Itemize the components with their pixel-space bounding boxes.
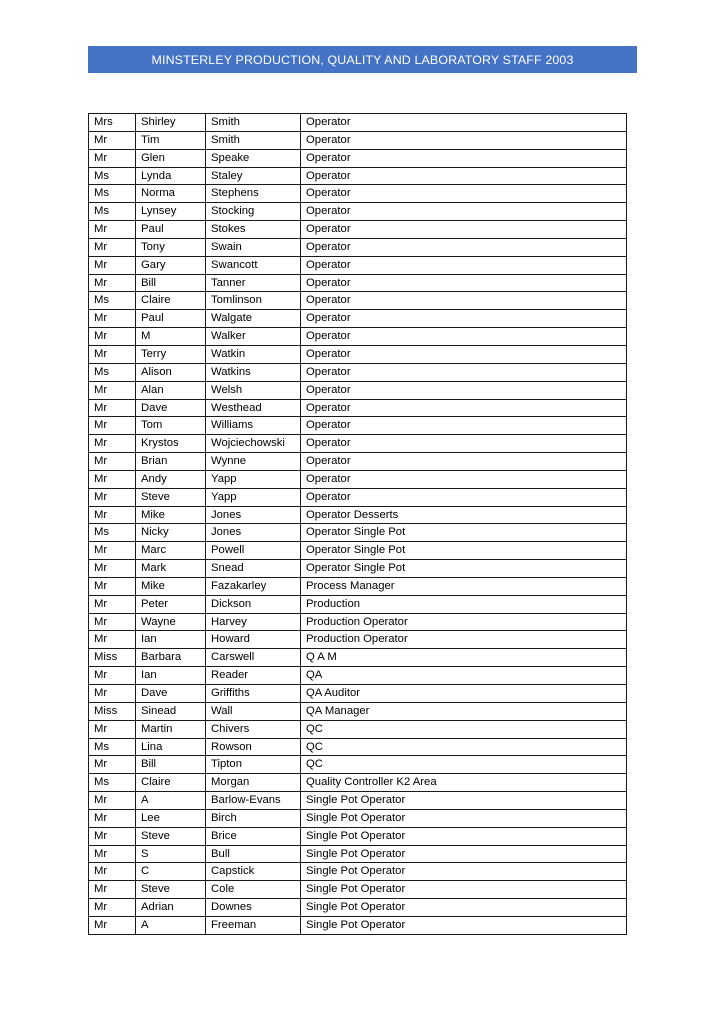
table-row (89, 560, 627, 578)
table-row (89, 238, 627, 256)
cell-role: QA Auditor (301, 685, 627, 703)
cell-title: Mr (89, 577, 136, 595)
cell-role: QC (301, 738, 627, 756)
cell-role: Operator Desserts (301, 506, 627, 524)
cell-role: Single Pot Operator (301, 827, 627, 845)
cell-last-name: Watkin (206, 345, 301, 363)
table-row (89, 881, 627, 899)
cell-first-name: Norma (136, 185, 206, 203)
cell-last-name: Tanner (206, 274, 301, 292)
cell-last-name: Yapp (206, 488, 301, 506)
cell-first-name: Brian (136, 453, 206, 471)
cell-title: Mr (89, 470, 136, 488)
cell-first-name: Andy (136, 470, 206, 488)
cell-role: Operator (301, 381, 627, 399)
table-row (89, 756, 627, 774)
cell-role: Process Manager (301, 577, 627, 595)
cell-last-name: Tomlinson (206, 292, 301, 310)
cell-last-name: Reader (206, 667, 301, 685)
cell-last-name: Cole (206, 881, 301, 899)
cell-first-name: Gary (136, 256, 206, 274)
cell-last-name: Bull (206, 845, 301, 863)
cell-first-name: Mike (136, 506, 206, 524)
cell-title: Mr (89, 131, 136, 149)
table-row (89, 488, 627, 506)
cell-role: Operator (301, 149, 627, 167)
cell-role: Operator (301, 488, 627, 506)
cell-role: Single Pot Operator (301, 809, 627, 827)
cell-role: Operator Single Pot (301, 524, 627, 542)
table-row (89, 399, 627, 417)
cell-role: Operator Single Pot (301, 542, 627, 560)
cell-role: Single Pot Operator (301, 899, 627, 917)
cell-last-name: Westhead (206, 399, 301, 417)
cell-last-name: Jones (206, 524, 301, 542)
cell-role: Operator (301, 256, 627, 274)
cell-last-name: Powell (206, 542, 301, 560)
table-row (89, 310, 627, 328)
cell-last-name: Stephens (206, 185, 301, 203)
cell-role: Operator (301, 292, 627, 310)
cell-last-name: Tipton (206, 756, 301, 774)
table-row (89, 702, 627, 720)
staff-table (88, 113, 627, 935)
table-row (89, 381, 627, 399)
cell-role: Single Pot Operator (301, 916, 627, 934)
table-row (89, 506, 627, 524)
table-row (89, 221, 627, 239)
cell-role: Operator (301, 203, 627, 221)
cell-title: Mr (89, 453, 136, 471)
cell-title: Miss (89, 649, 136, 667)
cell-last-name: Capstick (206, 863, 301, 881)
cell-first-name: Dave (136, 685, 206, 703)
cell-last-name: Welsh (206, 381, 301, 399)
cell-first-name: Tom (136, 417, 206, 435)
cell-role: Operator Single Pot (301, 560, 627, 578)
cell-title: Mr (89, 542, 136, 560)
cell-role: Q A M (301, 649, 627, 667)
cell-last-name: Stocking (206, 203, 301, 221)
table-row (89, 453, 627, 471)
cell-role: Single Pot Operator (301, 845, 627, 863)
table-row (89, 256, 627, 274)
cell-title: Mr (89, 685, 136, 703)
cell-first-name: Steve (136, 488, 206, 506)
cell-title: Mr (89, 274, 136, 292)
cell-title: Miss (89, 702, 136, 720)
cell-last-name: Swain (206, 238, 301, 256)
table-row (89, 185, 627, 203)
cell-role: Single Pot Operator (301, 792, 627, 810)
cell-last-name: Downes (206, 899, 301, 917)
cell-first-name: Alison (136, 363, 206, 381)
cell-first-name: Steve (136, 827, 206, 845)
cell-role: Operator (301, 310, 627, 328)
cell-role: QA Manager (301, 702, 627, 720)
cell-role: Operator (301, 185, 627, 203)
cell-first-name: Alan (136, 381, 206, 399)
cell-title: Mr (89, 506, 136, 524)
cell-title: Mr (89, 345, 136, 363)
cell-first-name: Ian (136, 631, 206, 649)
cell-first-name: Terry (136, 345, 206, 363)
cell-last-name: Stokes (206, 221, 301, 239)
cell-first-name: Peter (136, 595, 206, 613)
cell-role: Operator (301, 470, 627, 488)
cell-last-name: Wojciechowski (206, 435, 301, 453)
table-row (89, 845, 627, 863)
table-row (89, 613, 627, 631)
table-row (89, 435, 627, 453)
cell-role: QA (301, 667, 627, 685)
cell-role: Operator (301, 399, 627, 417)
cell-role: Quality Controller K2 Area (301, 774, 627, 792)
cell-title: Mr (89, 631, 136, 649)
cell-first-name: Lina (136, 738, 206, 756)
cell-role: Operator (301, 221, 627, 239)
cell-last-name: Yapp (206, 470, 301, 488)
cell-last-name: Smith (206, 131, 301, 149)
cell-last-name: Carswell (206, 649, 301, 667)
table-row (89, 595, 627, 613)
cell-title: Ms (89, 292, 136, 310)
table-row (89, 345, 627, 363)
cell-first-name: A (136, 916, 206, 934)
table-row (89, 685, 627, 703)
cell-last-name: Snead (206, 560, 301, 578)
cell-first-name: Shirley (136, 114, 206, 132)
cell-title: Mr (89, 613, 136, 631)
cell-role: QC (301, 756, 627, 774)
table-row (89, 328, 627, 346)
cell-title: Mr (89, 595, 136, 613)
cell-first-name: Lynsey (136, 203, 206, 221)
cell-role: QC (301, 720, 627, 738)
cell-first-name: Lee (136, 809, 206, 827)
cell-title: Mr (89, 845, 136, 863)
cell-title: Mr (89, 488, 136, 506)
cell-title: Ms (89, 524, 136, 542)
cell-role: Operator (301, 131, 627, 149)
cell-title: Ms (89, 185, 136, 203)
cell-last-name: Birch (206, 809, 301, 827)
cell-first-name: Barbara (136, 649, 206, 667)
cell-title: Mr (89, 435, 136, 453)
table-row (89, 167, 627, 185)
table-row (89, 774, 627, 792)
table-row (89, 363, 627, 381)
cell-last-name: Howard (206, 631, 301, 649)
cell-role: Operator (301, 274, 627, 292)
cell-title: Mr (89, 720, 136, 738)
cell-title: Mr (89, 667, 136, 685)
table-row (89, 131, 627, 149)
cell-last-name: Wall (206, 702, 301, 720)
cell-first-name: Ian (136, 667, 206, 685)
cell-title: Mr (89, 881, 136, 899)
cell-title: Mr (89, 310, 136, 328)
table-row (89, 274, 627, 292)
cell-last-name: Freeman (206, 916, 301, 934)
cell-title: Ms (89, 363, 136, 381)
table-row (89, 542, 627, 560)
table-row (89, 792, 627, 810)
cell-last-name: Smith (206, 114, 301, 132)
cell-first-name: Marc (136, 542, 206, 560)
cell-role: Production Operator (301, 613, 627, 631)
table-row (89, 916, 627, 934)
cell-title: Mr (89, 916, 136, 934)
cell-first-name: Bill (136, 756, 206, 774)
staff-table-container (88, 113, 626, 935)
cell-title: Mrs (89, 114, 136, 132)
cell-title: Ms (89, 203, 136, 221)
table-row (89, 149, 627, 167)
cell-role: Operator (301, 363, 627, 381)
cell-first-name: Mark (136, 560, 206, 578)
cell-first-name: Sinead (136, 702, 206, 720)
cell-first-name: C (136, 863, 206, 881)
table-row (89, 292, 627, 310)
cell-first-name: Glen (136, 149, 206, 167)
cell-title: Mr (89, 560, 136, 578)
cell-first-name: Tim (136, 131, 206, 149)
cell-title: Mr (89, 399, 136, 417)
cell-first-name: Martin (136, 720, 206, 738)
cell-first-name: Lynda (136, 167, 206, 185)
table-row (89, 738, 627, 756)
table-row (89, 417, 627, 435)
document-title-banner (88, 46, 637, 73)
cell-role: Production (301, 595, 627, 613)
table-row (89, 203, 627, 221)
cell-role: Operator (301, 435, 627, 453)
cell-first-name: Paul (136, 310, 206, 328)
cell-last-name: Rowson (206, 738, 301, 756)
cell-title: Mr (89, 417, 136, 435)
table-row (89, 524, 627, 542)
table-row (89, 631, 627, 649)
cell-last-name: Dickson (206, 595, 301, 613)
cell-first-name: Nicky (136, 524, 206, 542)
cell-last-name: Watkins (206, 363, 301, 381)
cell-title: Mr (89, 256, 136, 274)
cell-last-name: Morgan (206, 774, 301, 792)
cell-first-name: S (136, 845, 206, 863)
table-row (89, 667, 627, 685)
cell-first-name: Steve (136, 881, 206, 899)
cell-last-name: Fazakarley (206, 577, 301, 595)
cell-role: Single Pot Operator (301, 881, 627, 899)
cell-role: Operator (301, 114, 627, 132)
cell-role: Operator (301, 417, 627, 435)
cell-last-name: Williams (206, 417, 301, 435)
cell-last-name: Swancott (206, 256, 301, 274)
cell-first-name: Tony (136, 238, 206, 256)
table-row (89, 114, 627, 132)
cell-role: Production Operator (301, 631, 627, 649)
table-row (89, 899, 627, 917)
table-row (89, 649, 627, 667)
cell-first-name: Adrian (136, 899, 206, 917)
cell-first-name: Dave (136, 399, 206, 417)
cell-first-name: A (136, 792, 206, 810)
table-row (89, 720, 627, 738)
cell-title: Mr (89, 863, 136, 881)
cell-role: Operator (301, 167, 627, 185)
cell-role: Operator (301, 345, 627, 363)
cell-title: Mr (89, 899, 136, 917)
cell-last-name: Griffiths (206, 685, 301, 703)
cell-first-name: Claire (136, 774, 206, 792)
table-row (89, 470, 627, 488)
cell-last-name: Staley (206, 167, 301, 185)
cell-last-name: Wynne (206, 453, 301, 471)
cell-last-name: Brice (206, 827, 301, 845)
cell-last-name: Walker (206, 328, 301, 346)
cell-first-name: Krystos (136, 435, 206, 453)
cell-last-name: Walgate (206, 310, 301, 328)
cell-last-name: Chivers (206, 720, 301, 738)
cell-first-name: Mike (136, 577, 206, 595)
cell-title: Mr (89, 328, 136, 346)
cell-first-name: Wayne (136, 613, 206, 631)
cell-last-name: Barlow-Evans (206, 792, 301, 810)
cell-first-name: M (136, 328, 206, 346)
cell-title: Mr (89, 756, 136, 774)
cell-first-name: Claire (136, 292, 206, 310)
cell-title: Mr (89, 221, 136, 239)
cell-title: Mr (89, 809, 136, 827)
table-row (89, 809, 627, 827)
table-row (89, 863, 627, 881)
cell-title: Ms (89, 738, 136, 756)
staff-table-body (89, 114, 627, 935)
page-title: MINSTERLEY PRODUCTION, QUALITY AND LABORATORY STAFF 2003 (151, 52, 574, 67)
cell-title: Mr (89, 149, 136, 167)
table-row (89, 827, 627, 845)
cell-title: Mr (89, 792, 136, 810)
cell-title: Ms (89, 167, 136, 185)
cell-role: Single Pot Operator (301, 863, 627, 881)
cell-role: Operator (301, 453, 627, 471)
cell-role: Operator (301, 238, 627, 256)
cell-last-name: Jones (206, 506, 301, 524)
cell-first-name: Paul (136, 221, 206, 239)
table-row (89, 577, 627, 595)
cell-title: Mr (89, 381, 136, 399)
cell-first-name: Bill (136, 274, 206, 292)
cell-last-name: Speake (206, 149, 301, 167)
cell-last-name: Harvey (206, 613, 301, 631)
cell-role: Operator (301, 328, 627, 346)
cell-title: Mr (89, 827, 136, 845)
cell-title: Ms (89, 774, 136, 792)
cell-title: Mr (89, 238, 136, 256)
